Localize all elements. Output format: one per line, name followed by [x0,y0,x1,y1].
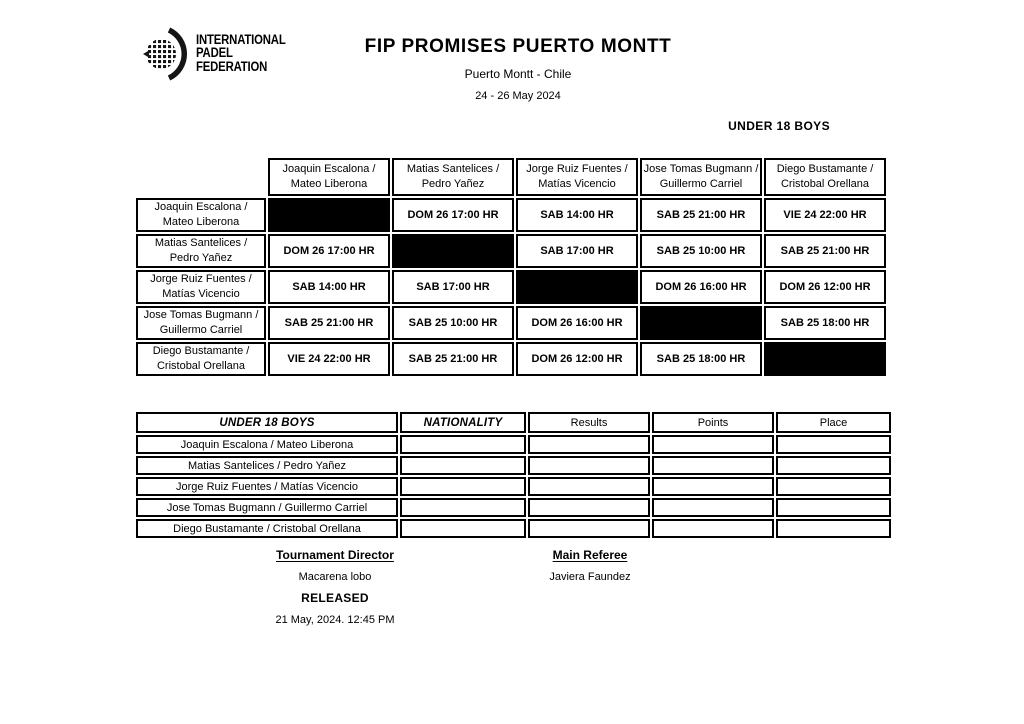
schedule-row-header [136,342,266,376]
self-match-cell [640,306,762,340]
schedule-col-header [516,158,638,196]
points-cell [652,477,774,496]
results-cell [528,477,650,496]
team-name-cell: Matias Santelices / Pedro Yañez [136,456,398,475]
match-time-cell: SAB 25 10:00 HR [392,306,514,340]
standings-col-results: Results [528,412,650,433]
schedule-col-header [640,158,762,196]
match-time-cell: SAB 14:00 HR [268,270,390,304]
match-time-cell: SAB 25 21:00 HR [268,306,390,340]
place-cell [776,456,891,475]
standings-row [136,519,891,538]
team-name-cell: Jorge Ruiz Fuentes / Matías Vicencio [136,477,398,496]
team-name-line: Diego Bustamante / [152,345,250,357]
match-time-cell: SAB 25 21:00 HR [764,234,886,268]
results-cell [528,498,650,517]
main-referee-name: Javiera Faundez [549,571,631,583]
schedule-row-header [136,306,266,340]
place-cell [776,477,891,496]
released-status: RELEASED [301,591,369,605]
points-cell [652,435,774,454]
nationality-cell [400,456,526,475]
team-name-line: Cristobal Orellana [156,360,246,372]
team-name-line: Matias Santelices / [154,237,248,249]
logo-line: PADEL [196,45,233,61]
place-cell [776,519,891,538]
team-name-line: Joaquin Escalona / [154,201,248,213]
team-name-line: Pedro Yañez [169,252,233,264]
standings-row [136,456,891,475]
event-location: Puerto Montt - Chile [464,67,572,81]
schedule-row-header [136,198,266,232]
schedule-header-row [136,158,886,196]
place-cell [776,435,891,454]
team-name-cell: Jose Tomas Bugmann / Guillermo Carriel [136,498,398,517]
team-name-line: Matías Vicencio [162,288,240,300]
points-cell [652,519,774,538]
team-name-line: Cristobal Orellana [780,178,870,190]
schedule-row [136,234,886,268]
tournament-director-block [230,548,440,626]
match-time-cell: DOM 26 16:00 HR [516,306,638,340]
match-time-cell: SAB 25 21:00 HR [640,198,762,232]
match-time-cell: SAB 17:00 HR [392,270,514,304]
nationality-cell [400,477,526,496]
points-cell [652,498,774,517]
standings-col-place: Place [776,412,891,433]
schedule-row-header [136,270,266,304]
team-name-line: Joaquin Escalona / [282,163,376,175]
match-time-cell: DOM 26 17:00 HR [392,198,514,232]
standings-row [136,435,891,454]
team-name-line: Mateo Liberona [162,216,240,228]
standings-row [136,498,891,517]
standings-row [136,477,891,496]
schedule-row [136,342,886,376]
team-name-line: Guillermo Carriel [159,324,243,336]
match-time-cell: SAB 17:00 HR [516,234,638,268]
team-name-line: Diego Bustamante / [776,163,874,175]
match-time-cell: SAB 25 18:00 HR [640,342,762,376]
results-cell [528,435,650,454]
schedule-row [136,270,886,304]
event-dates: 24 - 26 May 2024 [475,90,561,102]
self-match-cell [764,342,886,376]
nationality-cell [400,435,526,454]
standings-col-points: Points [652,412,774,433]
team-name-line: Mateo Liberona [290,178,368,190]
self-match-cell [516,270,638,304]
team-name-line: Pedro Yañez [421,178,485,190]
category-label: UNDER 18 BOYS [728,119,830,133]
event-title: FIP PROMISES PUERTO MONTT [364,36,672,57]
schedule-col-header [392,158,514,196]
team-name-cell: Joaquin Escalona / Mateo Liberona [136,435,398,454]
schedule-col-header [764,158,886,196]
match-time-cell: VIE 24 22:00 HR [268,342,390,376]
place-cell [776,498,891,517]
standings-header-row [136,412,891,433]
tournament-director-title: Tournament Director [276,548,394,562]
schedule-col-header [268,158,390,196]
match-time-cell: DOM 26 17:00 HR [268,234,390,268]
self-match-cell [392,234,514,268]
nationality-cell [400,519,526,538]
match-time-cell: DOM 26 12:00 HR [764,270,886,304]
self-match-cell [268,198,390,232]
results-cell [528,519,650,538]
match-time-cell: SAB 14:00 HR [516,198,638,232]
schedule-table [134,156,888,378]
match-time-cell: SAB 25 10:00 HR [640,234,762,268]
team-name-line: Matías Vicencio [538,178,616,190]
match-time-cell: DOM 26 12:00 HR [516,342,638,376]
release-datetime: 21 May, 2024. 12:45 PM [275,614,395,626]
team-name-line: Jose Tomas Bugmann / [643,163,759,175]
main-referee-title: Main Referee [552,548,628,562]
main-referee-block [500,548,680,583]
tournament-director-name: Macarena lobo [298,571,372,583]
nationality-cell [400,498,526,517]
team-name-cell: Diego Bustamante / Cristobal Orellana [136,519,398,538]
team-name-line: Matias Santelices / [406,163,500,175]
team-name-line: Jose Tomas Bugmann / [143,309,259,321]
event-header [12,36,1024,102]
team-name-line: Guillermo Carriel [659,178,743,190]
team-name-line: Jorge Ruiz Fuentes / [526,163,628,175]
standings-table [134,410,893,540]
schedule-row [136,306,886,340]
corner-cell [136,158,266,196]
match-time-cell: SAB 25 21:00 HR [392,342,514,376]
match-time-cell: DOM 26 16:00 HR [640,270,762,304]
schedule-row-header [136,234,266,268]
points-cell [652,456,774,475]
team-name-line: Jorge Ruiz Fuentes / [150,273,252,285]
match-time-cell: VIE 24 22:00 HR [764,198,886,232]
logo-line: INTERNATIONAL [196,31,286,47]
schedule-row [136,198,886,232]
standings-col-team: UNDER 18 BOYS [136,412,398,433]
results-cell [528,456,650,475]
match-time-cell: SAB 25 18:00 HR [764,306,886,340]
logo-line: FEDERATION [196,58,268,74]
standings-col-nationality: NATIONALITY [400,412,526,433]
